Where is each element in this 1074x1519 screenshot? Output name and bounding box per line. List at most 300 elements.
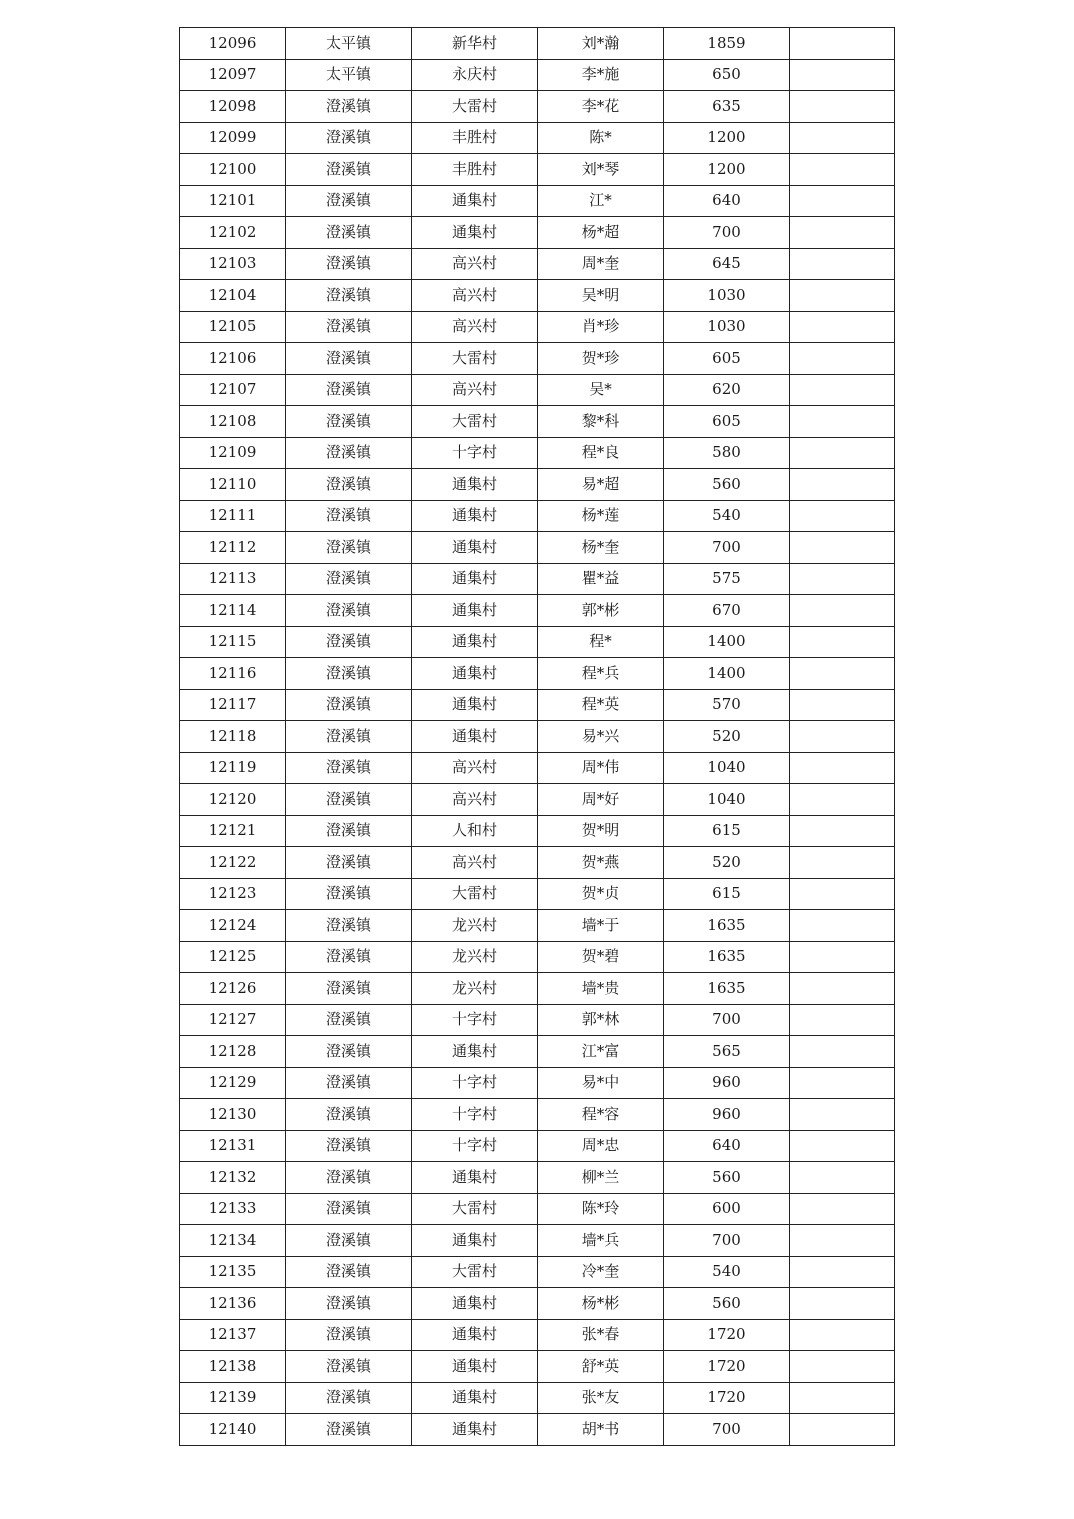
town-cell: 澄溪镇: [286, 154, 412, 186]
name-cell: 吴*: [538, 374, 664, 406]
serial-number-cell: 12123: [180, 878, 286, 910]
name-cell: 易*兴: [538, 721, 664, 753]
serial-number-cell: 12107: [180, 374, 286, 406]
town-cell: 澄溪镇: [286, 1256, 412, 1288]
town-cell: 澄溪镇: [286, 1351, 412, 1383]
table-row: [180, 1351, 895, 1383]
table-row: [180, 248, 895, 280]
serial-number-cell: 12122: [180, 847, 286, 879]
amount-cell: 620: [664, 374, 790, 406]
name-cell: 黎*科: [538, 406, 664, 438]
name-cell: 杨*奎: [538, 532, 664, 564]
note-cell: [790, 626, 895, 658]
note-cell: [790, 154, 895, 186]
village-cell: 通集村: [412, 217, 538, 249]
note-cell: [790, 752, 895, 784]
serial-number-cell: 12102: [180, 217, 286, 249]
serial-number-cell: 12120: [180, 784, 286, 816]
note-cell: [790, 1130, 895, 1162]
town-cell: 澄溪镇: [286, 973, 412, 1005]
table-row: [180, 122, 895, 154]
town-cell: 澄溪镇: [286, 1193, 412, 1225]
town-cell: 澄溪镇: [286, 721, 412, 753]
amount-cell: 700: [664, 1414, 790, 1446]
serial-number-cell: 12117: [180, 689, 286, 721]
village-cell: 新华村: [412, 28, 538, 60]
serial-number-cell: 12113: [180, 563, 286, 595]
village-cell: 通集村: [412, 1319, 538, 1351]
name-cell: 陈*玲: [538, 1193, 664, 1225]
name-cell: 胡*书: [538, 1414, 664, 1446]
village-cell: 高兴村: [412, 752, 538, 784]
amount-cell: 1040: [664, 752, 790, 784]
name-cell: 周*忠: [538, 1130, 664, 1162]
town-cell: 澄溪镇: [286, 343, 412, 375]
note-cell: [790, 878, 895, 910]
table-row: [180, 1256, 895, 1288]
name-cell: 贺*贞: [538, 878, 664, 910]
records-table: [179, 27, 895, 1446]
village-cell: 通集村: [412, 689, 538, 721]
table-row: [180, 1130, 895, 1162]
town-cell: 澄溪镇: [286, 311, 412, 343]
town-cell: 澄溪镇: [286, 469, 412, 501]
serial-number-cell: 12108: [180, 406, 286, 438]
town-cell: 澄溪镇: [286, 374, 412, 406]
serial-number-cell: 12096: [180, 28, 286, 60]
table-row: [180, 91, 895, 123]
village-cell: 大雷村: [412, 878, 538, 910]
village-cell: 丰胜村: [412, 154, 538, 186]
table-row: [180, 343, 895, 375]
name-cell: 易*超: [538, 469, 664, 501]
serial-number-cell: 12110: [180, 469, 286, 501]
serial-number-cell: 12116: [180, 658, 286, 690]
town-cell: 澄溪镇: [286, 1036, 412, 1068]
village-cell: 高兴村: [412, 248, 538, 280]
name-cell: 易*中: [538, 1067, 664, 1099]
town-cell: 澄溪镇: [286, 1288, 412, 1320]
table-row: [180, 437, 895, 469]
note-cell: [790, 595, 895, 627]
amount-cell: 600: [664, 1193, 790, 1225]
amount-cell: 1200: [664, 154, 790, 186]
note-cell: [790, 91, 895, 123]
name-cell: 程*英: [538, 689, 664, 721]
amount-cell: 650: [664, 59, 790, 91]
village-cell: 永庆村: [412, 59, 538, 91]
village-cell: 通集村: [412, 1162, 538, 1194]
village-cell: 大雷村: [412, 406, 538, 438]
amount-cell: 1200: [664, 122, 790, 154]
note-cell: [790, 248, 895, 280]
serial-number-cell: 12127: [180, 1004, 286, 1036]
town-cell: 澄溪镇: [286, 1162, 412, 1194]
serial-number-cell: 12111: [180, 500, 286, 532]
table-row: [180, 1067, 895, 1099]
serial-number-cell: 12118: [180, 721, 286, 753]
name-cell: 张*春: [538, 1319, 664, 1351]
serial-number-cell: 12137: [180, 1319, 286, 1351]
village-cell: 龙兴村: [412, 910, 538, 942]
serial-number-cell: 12114: [180, 595, 286, 627]
table-row: [180, 878, 895, 910]
serial-number-cell: 12125: [180, 941, 286, 973]
amount-cell: 1720: [664, 1319, 790, 1351]
amount-cell: 560: [664, 469, 790, 501]
note-cell: [790, 374, 895, 406]
serial-number-cell: 12138: [180, 1351, 286, 1383]
note-cell: [790, 973, 895, 1005]
serial-number-cell: 12100: [180, 154, 286, 186]
serial-number-cell: 12119: [180, 752, 286, 784]
amount-cell: 670: [664, 595, 790, 627]
table-row: [180, 563, 895, 595]
note-cell: [790, 122, 895, 154]
serial-number-cell: 12132: [180, 1162, 286, 1194]
village-cell: 高兴村: [412, 311, 538, 343]
village-cell: 十字村: [412, 1004, 538, 1036]
village-cell: 通集村: [412, 1382, 538, 1414]
serial-number-cell: 12134: [180, 1225, 286, 1257]
amount-cell: 540: [664, 500, 790, 532]
table-row: [180, 154, 895, 186]
note-cell: [790, 469, 895, 501]
table-row: [180, 910, 895, 942]
name-cell: 杨*彬: [538, 1288, 664, 1320]
name-cell: 刘*琴: [538, 154, 664, 186]
village-cell: 通集村: [412, 626, 538, 658]
town-cell: 澄溪镇: [286, 752, 412, 784]
name-cell: 瞿*益: [538, 563, 664, 595]
note-cell: [790, 532, 895, 564]
town-cell: 澄溪镇: [286, 406, 412, 438]
town-cell: 澄溪镇: [286, 1225, 412, 1257]
serial-number-cell: 12128: [180, 1036, 286, 1068]
town-cell: 澄溪镇: [286, 280, 412, 312]
serial-number-cell: 12098: [180, 91, 286, 123]
town-cell: 澄溪镇: [286, 217, 412, 249]
amount-cell: 570: [664, 689, 790, 721]
note-cell: [790, 815, 895, 847]
amount-cell: 1400: [664, 626, 790, 658]
note-cell: [790, 59, 895, 91]
town-cell: 澄溪镇: [286, 595, 412, 627]
town-cell: 澄溪镇: [286, 1319, 412, 1351]
table-row: [180, 815, 895, 847]
town-cell: 澄溪镇: [286, 784, 412, 816]
name-cell: 程*兵: [538, 658, 664, 690]
town-cell: 澄溪镇: [286, 1130, 412, 1162]
note-cell: [790, 311, 895, 343]
serial-number-cell: 12105: [180, 311, 286, 343]
note-cell: [790, 280, 895, 312]
name-cell: 刘*瀚: [538, 28, 664, 60]
town-cell: 澄溪镇: [286, 941, 412, 973]
table-row: [180, 784, 895, 816]
village-cell: 通集村: [412, 658, 538, 690]
table-row: [180, 1004, 895, 1036]
village-cell: 十字村: [412, 1130, 538, 1162]
amount-cell: 640: [664, 1130, 790, 1162]
table-row: [180, 1382, 895, 1414]
village-cell: 通集村: [412, 1414, 538, 1446]
note-cell: [790, 1319, 895, 1351]
note-cell: [790, 563, 895, 595]
amount-cell: 635: [664, 91, 790, 123]
village-cell: 大雷村: [412, 1256, 538, 1288]
village-cell: 人和村: [412, 815, 538, 847]
note-cell: [790, 1225, 895, 1257]
amount-cell: 560: [664, 1162, 790, 1194]
table-row: [180, 311, 895, 343]
table-row: [180, 59, 895, 91]
note-cell: [790, 1036, 895, 1068]
note-cell: [790, 784, 895, 816]
amount-cell: 540: [664, 1256, 790, 1288]
town-cell: 澄溪镇: [286, 500, 412, 532]
note-cell: [790, 689, 895, 721]
amount-cell: 520: [664, 847, 790, 879]
serial-number-cell: 12112: [180, 532, 286, 564]
town-cell: 澄溪镇: [286, 563, 412, 595]
table-row: [180, 406, 895, 438]
town-cell: 澄溪镇: [286, 248, 412, 280]
name-cell: 贺*明: [538, 815, 664, 847]
town-cell: 澄溪镇: [286, 626, 412, 658]
amount-cell: 605: [664, 343, 790, 375]
amount-cell: 700: [664, 1225, 790, 1257]
village-cell: 通集村: [412, 563, 538, 595]
amount-cell: 615: [664, 878, 790, 910]
note-cell: [790, 1256, 895, 1288]
serial-number-cell: 12101: [180, 185, 286, 217]
amount-cell: 1030: [664, 280, 790, 312]
amount-cell: 960: [664, 1099, 790, 1131]
name-cell: 周*伟: [538, 752, 664, 784]
village-cell: 十字村: [412, 1099, 538, 1131]
note-cell: [790, 185, 895, 217]
town-cell: 澄溪镇: [286, 1067, 412, 1099]
town-cell: 澄溪镇: [286, 847, 412, 879]
village-cell: 丰胜村: [412, 122, 538, 154]
village-cell: 通集村: [412, 595, 538, 627]
town-cell: 澄溪镇: [286, 878, 412, 910]
table-row: [180, 1099, 895, 1131]
village-cell: 通集村: [412, 469, 538, 501]
note-cell: [790, 1099, 895, 1131]
village-cell: 龙兴村: [412, 941, 538, 973]
town-cell: 澄溪镇: [286, 122, 412, 154]
note-cell: [790, 1288, 895, 1320]
name-cell: 陈*: [538, 122, 664, 154]
name-cell: 李*花: [538, 91, 664, 123]
amount-cell: 580: [664, 437, 790, 469]
name-cell: 周*奎: [538, 248, 664, 280]
village-cell: 高兴村: [412, 280, 538, 312]
village-cell: 高兴村: [412, 784, 538, 816]
town-cell: 澄溪镇: [286, 1099, 412, 1131]
serial-number-cell: 12099: [180, 122, 286, 154]
name-cell: 舒*英: [538, 1351, 664, 1383]
table-row: [180, 1225, 895, 1257]
table-row: [180, 1193, 895, 1225]
village-cell: 通集村: [412, 1351, 538, 1383]
amount-cell: 640: [664, 185, 790, 217]
town-cell: 澄溪镇: [286, 815, 412, 847]
serial-number-cell: 12131: [180, 1130, 286, 1162]
town-cell: 澄溪镇: [286, 91, 412, 123]
note-cell: [790, 343, 895, 375]
amount-cell: 700: [664, 532, 790, 564]
village-cell: 大雷村: [412, 1193, 538, 1225]
table-row: [180, 1414, 895, 1446]
note-cell: [790, 217, 895, 249]
table-row: [180, 280, 895, 312]
name-cell: 杨*莲: [538, 500, 664, 532]
table-row: [180, 689, 895, 721]
serial-number-cell: 12104: [180, 280, 286, 312]
amount-cell: 1400: [664, 658, 790, 690]
village-cell: 通集村: [412, 500, 538, 532]
name-cell: 杨*超: [538, 217, 664, 249]
table-row: [180, 1036, 895, 1068]
serial-number-cell: 12140: [180, 1414, 286, 1446]
amount-cell: 700: [664, 217, 790, 249]
note-cell: [790, 1351, 895, 1383]
village-cell: 十字村: [412, 1067, 538, 1099]
name-cell: 贺*碧: [538, 941, 664, 973]
table-row: [180, 500, 895, 532]
town-cell: 澄溪镇: [286, 689, 412, 721]
town-cell: 澄溪镇: [286, 658, 412, 690]
serial-number-cell: 12139: [180, 1382, 286, 1414]
town-cell: 澄溪镇: [286, 532, 412, 564]
note-cell: [790, 1162, 895, 1194]
note-cell: [790, 941, 895, 973]
village-cell: 高兴村: [412, 374, 538, 406]
table-row: [180, 721, 895, 753]
name-cell: 张*友: [538, 1382, 664, 1414]
name-cell: 程*容: [538, 1099, 664, 1131]
town-cell: 澄溪镇: [286, 910, 412, 942]
name-cell: 江*富: [538, 1036, 664, 1068]
name-cell: 程*良: [538, 437, 664, 469]
amount-cell: 615: [664, 815, 790, 847]
serial-number-cell: 12121: [180, 815, 286, 847]
name-cell: 江*: [538, 185, 664, 217]
amount-cell: 1720: [664, 1351, 790, 1383]
serial-number-cell: 12135: [180, 1256, 286, 1288]
table-row: [180, 1162, 895, 1194]
amount-cell: 605: [664, 406, 790, 438]
name-cell: 贺*燕: [538, 847, 664, 879]
amount-cell: 1635: [664, 941, 790, 973]
town-cell: 太平镇: [286, 28, 412, 60]
table-row: [180, 374, 895, 406]
note-cell: [790, 500, 895, 532]
note-cell: [790, 658, 895, 690]
amount-cell: 575: [664, 563, 790, 595]
amount-cell: 520: [664, 721, 790, 753]
amount-cell: 1635: [664, 973, 790, 1005]
amount-cell: 1030: [664, 311, 790, 343]
table-row: [180, 658, 895, 690]
note-cell: [790, 1067, 895, 1099]
name-cell: 贺*珍: [538, 343, 664, 375]
table-row: [180, 847, 895, 879]
village-cell: 通集村: [412, 1225, 538, 1257]
town-cell: 澄溪镇: [286, 1382, 412, 1414]
table-row: [180, 217, 895, 249]
name-cell: 周*好: [538, 784, 664, 816]
amount-cell: 1720: [664, 1382, 790, 1414]
table-row: [180, 941, 895, 973]
serial-number-cell: 12097: [180, 59, 286, 91]
town-cell: 太平镇: [286, 59, 412, 91]
serial-number-cell: 12130: [180, 1099, 286, 1131]
village-cell: 十字村: [412, 437, 538, 469]
village-cell: 高兴村: [412, 847, 538, 879]
serial-number-cell: 12124: [180, 910, 286, 942]
note-cell: [790, 847, 895, 879]
note-cell: [790, 1004, 895, 1036]
serial-number-cell: 12126: [180, 973, 286, 1005]
table-row: [180, 973, 895, 1005]
serial-number-cell: 12109: [180, 437, 286, 469]
table-row: [180, 469, 895, 501]
table-row: [180, 1319, 895, 1351]
table-row: [180, 185, 895, 217]
serial-number-cell: 12129: [180, 1067, 286, 1099]
name-cell: 墙*贵: [538, 973, 664, 1005]
village-cell: 大雷村: [412, 343, 538, 375]
table-row: [180, 28, 895, 60]
village-cell: 通集村: [412, 532, 538, 564]
note-cell: [790, 406, 895, 438]
village-cell: 通集村: [412, 185, 538, 217]
village-cell: 大雷村: [412, 91, 538, 123]
name-cell: 吴*明: [538, 280, 664, 312]
serial-number-cell: 12115: [180, 626, 286, 658]
village-cell: 通集村: [412, 1288, 538, 1320]
table-row: [180, 752, 895, 784]
name-cell: 程*: [538, 626, 664, 658]
town-cell: 澄溪镇: [286, 1414, 412, 1446]
note-cell: [790, 437, 895, 469]
village-cell: 通集村: [412, 721, 538, 753]
name-cell: 墙*于: [538, 910, 664, 942]
note-cell: [790, 1382, 895, 1414]
amount-cell: 560: [664, 1288, 790, 1320]
table-row: [180, 626, 895, 658]
note-cell: [790, 1414, 895, 1446]
name-cell: 肖*珍: [538, 311, 664, 343]
table-row: [180, 532, 895, 564]
records-table-body: [180, 28, 895, 1446]
name-cell: 郭*林: [538, 1004, 664, 1036]
town-cell: 澄溪镇: [286, 1004, 412, 1036]
note-cell: [790, 910, 895, 942]
town-cell: 澄溪镇: [286, 185, 412, 217]
serial-number-cell: 12103: [180, 248, 286, 280]
note-cell: [790, 28, 895, 60]
name-cell: 李*施: [538, 59, 664, 91]
note-cell: [790, 1193, 895, 1225]
name-cell: 墙*兵: [538, 1225, 664, 1257]
village-cell: 龙兴村: [412, 973, 538, 1005]
name-cell: 冷*奎: [538, 1256, 664, 1288]
